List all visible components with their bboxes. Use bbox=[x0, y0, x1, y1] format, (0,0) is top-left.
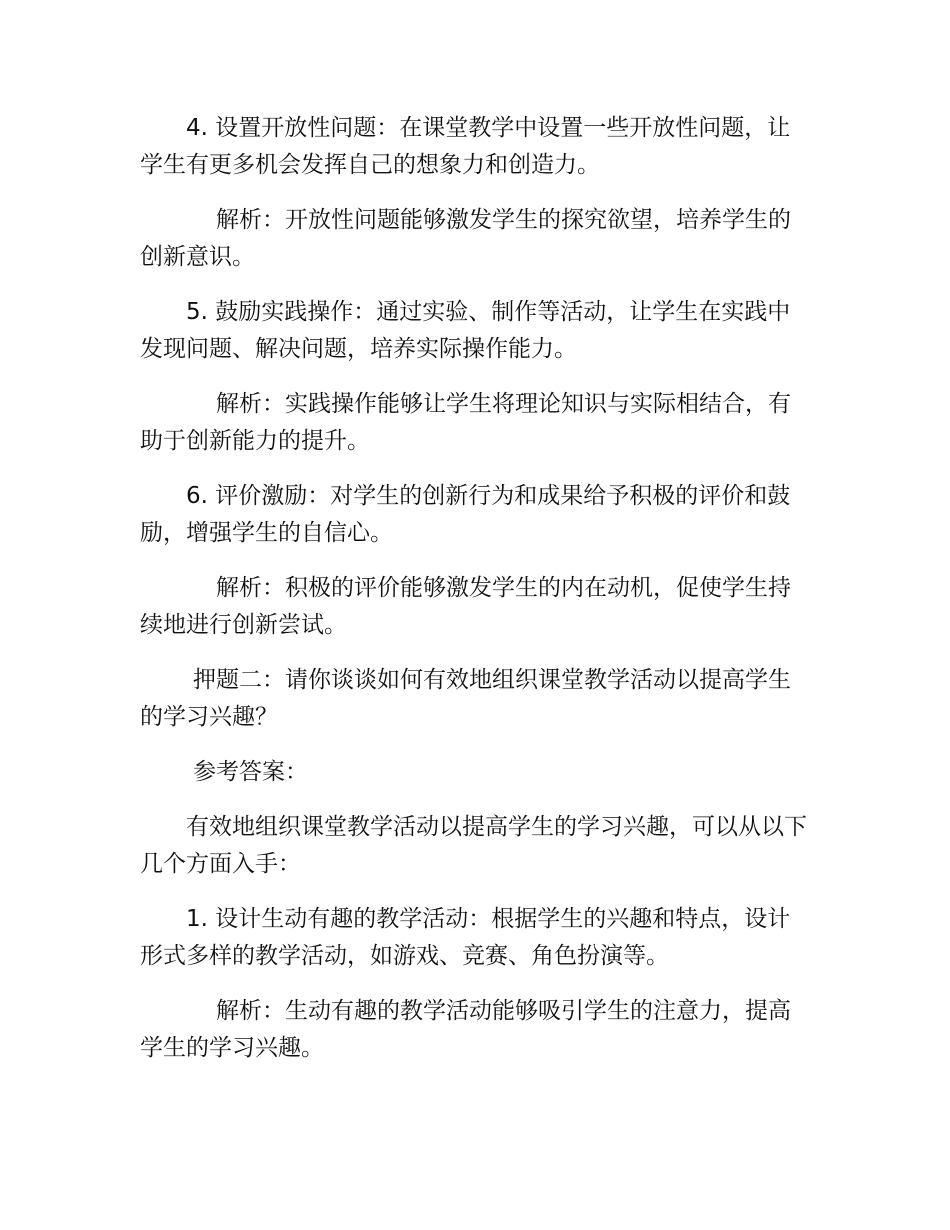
reference-answer-label: 参考答案： bbox=[193, 759, 308, 785]
item-1-activities: 1. 设计生动有趣的教学活动：根据学生的兴趣和特点，设计形式多样的教学活动，如游戏、竞赛、角色扮演等。 bbox=[140, 906, 791, 969]
analysis-6: 解析：积极的评价能够激发学生的内在动机，促使学生持续地进行创新尝试。 bbox=[140, 575, 791, 638]
item-4-open-questions: 4. 设置开放性问题：在课堂教学中设置一些开放性问题，让学生有更多机会发挥自己的想象力和创造力。 bbox=[140, 115, 791, 178]
question-2-heading: 押题二：请你谈谈如何有效地组织课堂教学活动以提高学生的学习兴趣？ bbox=[140, 667, 791, 730]
analysis-4: 解析：开放性问题能够激发学生的探究欲望，培养学生的创新意识。 bbox=[140, 207, 791, 270]
item-5-practice: 5. 鼓励实践操作：通过实验、制作等活动，让学生在实践中发现问题、解决问题，培养实际操作能力。 bbox=[140, 299, 791, 362]
analysis-5: 解析：实践操作能够让学生将理论知识与实际相结合，有助于创新能力的提升。 bbox=[140, 391, 791, 454]
analysis-1: 解析：生动有趣的教学活动能够吸引学生的注意力，提高学生的学习兴趣。 bbox=[140, 998, 791, 1061]
item-6-evaluation: 6. 评价激励：对学生的创新行为和成果给予积极的评价和鼓励，增强学生的自信心。 bbox=[140, 483, 791, 546]
document-page bbox=[140, 110, 812, 1085]
answer-intro: 有效地组织课堂教学活动以提高学生的学习兴趣，可以从以下几个方面入手： bbox=[140, 814, 807, 877]
